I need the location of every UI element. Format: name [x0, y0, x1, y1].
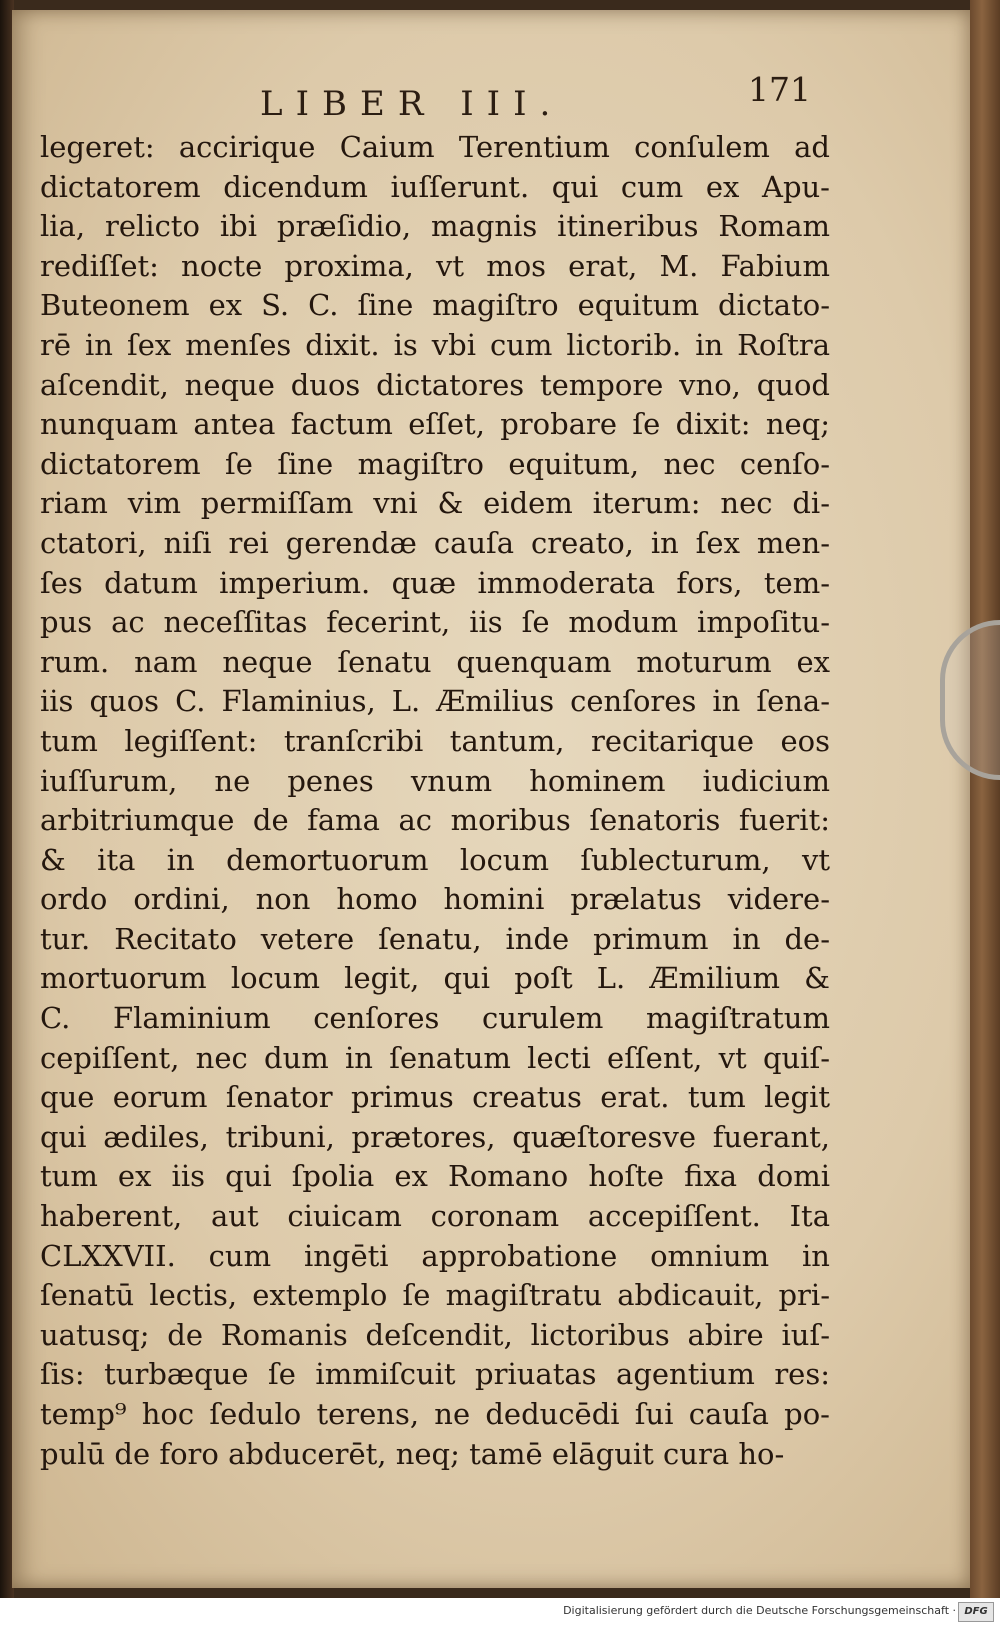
- text-line: arbitriumque de fama ac moribus ſenatoris fuerit:: [40, 803, 830, 838]
- book-cover-right-edge: [970, 0, 1000, 1598]
- text-line: lia, relicto ibi præſidio, magnis itineribus Romam: [40, 209, 830, 244]
- text-line: dictatorem dicendum iuſſerunt. qui cum ex Apu-: [40, 169, 830, 204]
- text-line: rē in ſex menſes dixit. is vbi cum lictorib. in Roſtra: [40, 327, 830, 362]
- text-line: ſes datum imperium. quæ immoderata fors, tem-: [40, 565, 830, 600]
- text-line: pus ac neceſſitas fecerint, iis ſe modum impoſitu-: [40, 605, 830, 640]
- running-head: LIBER III.: [260, 84, 564, 124]
- text-line: temp⁹ hoc ſedulo terens, ne deducēdi ſui cauſa po-: [40, 1397, 830, 1431]
- book-page: [12, 10, 970, 1588]
- text-line: rum. nam neque ſenatu quenquam moturum ex: [40, 644, 830, 679]
- text-line: iuſſurum, ne penes vnum hominem iudicium: [40, 763, 830, 798]
- text-line: ſenatū lectis, extemplo ſe magiſtratu abdicauit, pri-: [40, 1278, 830, 1313]
- text-line: ſis: turbæque ſe immiſcuit priuatas agentium res:: [40, 1357, 830, 1392]
- text-line: uatusq; de Romanis deſcendit, lictoribus abire iuſ-: [40, 1317, 830, 1352]
- text-line: mortuorum locum legit, qui poſt L. Æmilium &: [40, 961, 830, 996]
- text-line: que eorum ſenator primus creatus erat. tum legit: [40, 1080, 830, 1115]
- text-line: riam vim permiſſam vni & eidem iterum: nec di-: [40, 486, 830, 521]
- text-line: rediſſet: nocte proxima, vt mos erat, M. Fabium: [40, 248, 830, 283]
- text-line: tum legiſſent: tranſcribi tantum, recitarique eos: [40, 723, 830, 758]
- body-text: [40, 128, 830, 1474]
- text-line: pulū de foro abducerēt, neq; tamē elāguit cura ho-: [40, 1436, 785, 1471]
- page-header: [12, 68, 970, 128]
- text-line: Buteonem ex S. C. ſine magiſtro equitum dictato-: [40, 288, 830, 323]
- text-line: cepiſſent, nec dum in ſenatum lecti eſſent, vt quiſ-: [40, 1040, 830, 1075]
- text-line: iis quos C. Flaminius, L. Æmilius cenſores in ſena-: [40, 684, 830, 719]
- text-line: C. Flaminium cenſores curulem magiſtratum: [40, 1001, 830, 1036]
- footer-bar: [0, 1598, 1000, 1626]
- text-line: ordo ordini, non homo homini prælatus videre-: [40, 882, 830, 917]
- text-line: nunquam antea factum eſſet, probare ſe dixit: neq;: [40, 407, 830, 442]
- text-line: & ita in demortuorum locum ſublecturum, vt: [40, 842, 830, 877]
- folio-page-number: 171: [748, 70, 811, 109]
- text-line: haberent, aut ciuicam coronam accepiſſent. Ita: [40, 1199, 830, 1234]
- text-line: tur. Recitato vetere ſenatu, inde primum in de-: [40, 921, 830, 956]
- text-line: CLXXVII. cum ingēti approbatione omnium in: [40, 1238, 830, 1273]
- text-line: ctatori, niſi rei gerendæ cauſa creato, in ſex men-: [40, 525, 830, 560]
- footer-credit: Digitalisierung gefördert durch die Deutsche Forschungsgemeinschaft ·: [563, 1604, 956, 1617]
- text-line: dictatorem ſe ſine magiſtro equitum, nec cenſo-: [40, 446, 830, 481]
- text-line: aſcendit, neque duos dictatores tempore vno, quod: [40, 367, 830, 402]
- dfg-logo: DFG: [958, 1602, 994, 1622]
- text-line: tum ex iis qui ſpolia ex Romano hoſte fixa domi: [40, 1159, 830, 1194]
- text-line: qui ædiles, tribuni, prætores, quæſtoresve fuerant,: [40, 1119, 830, 1154]
- text-line: legeret: accirique Caium Terentium conſulem ad: [40, 130, 830, 164]
